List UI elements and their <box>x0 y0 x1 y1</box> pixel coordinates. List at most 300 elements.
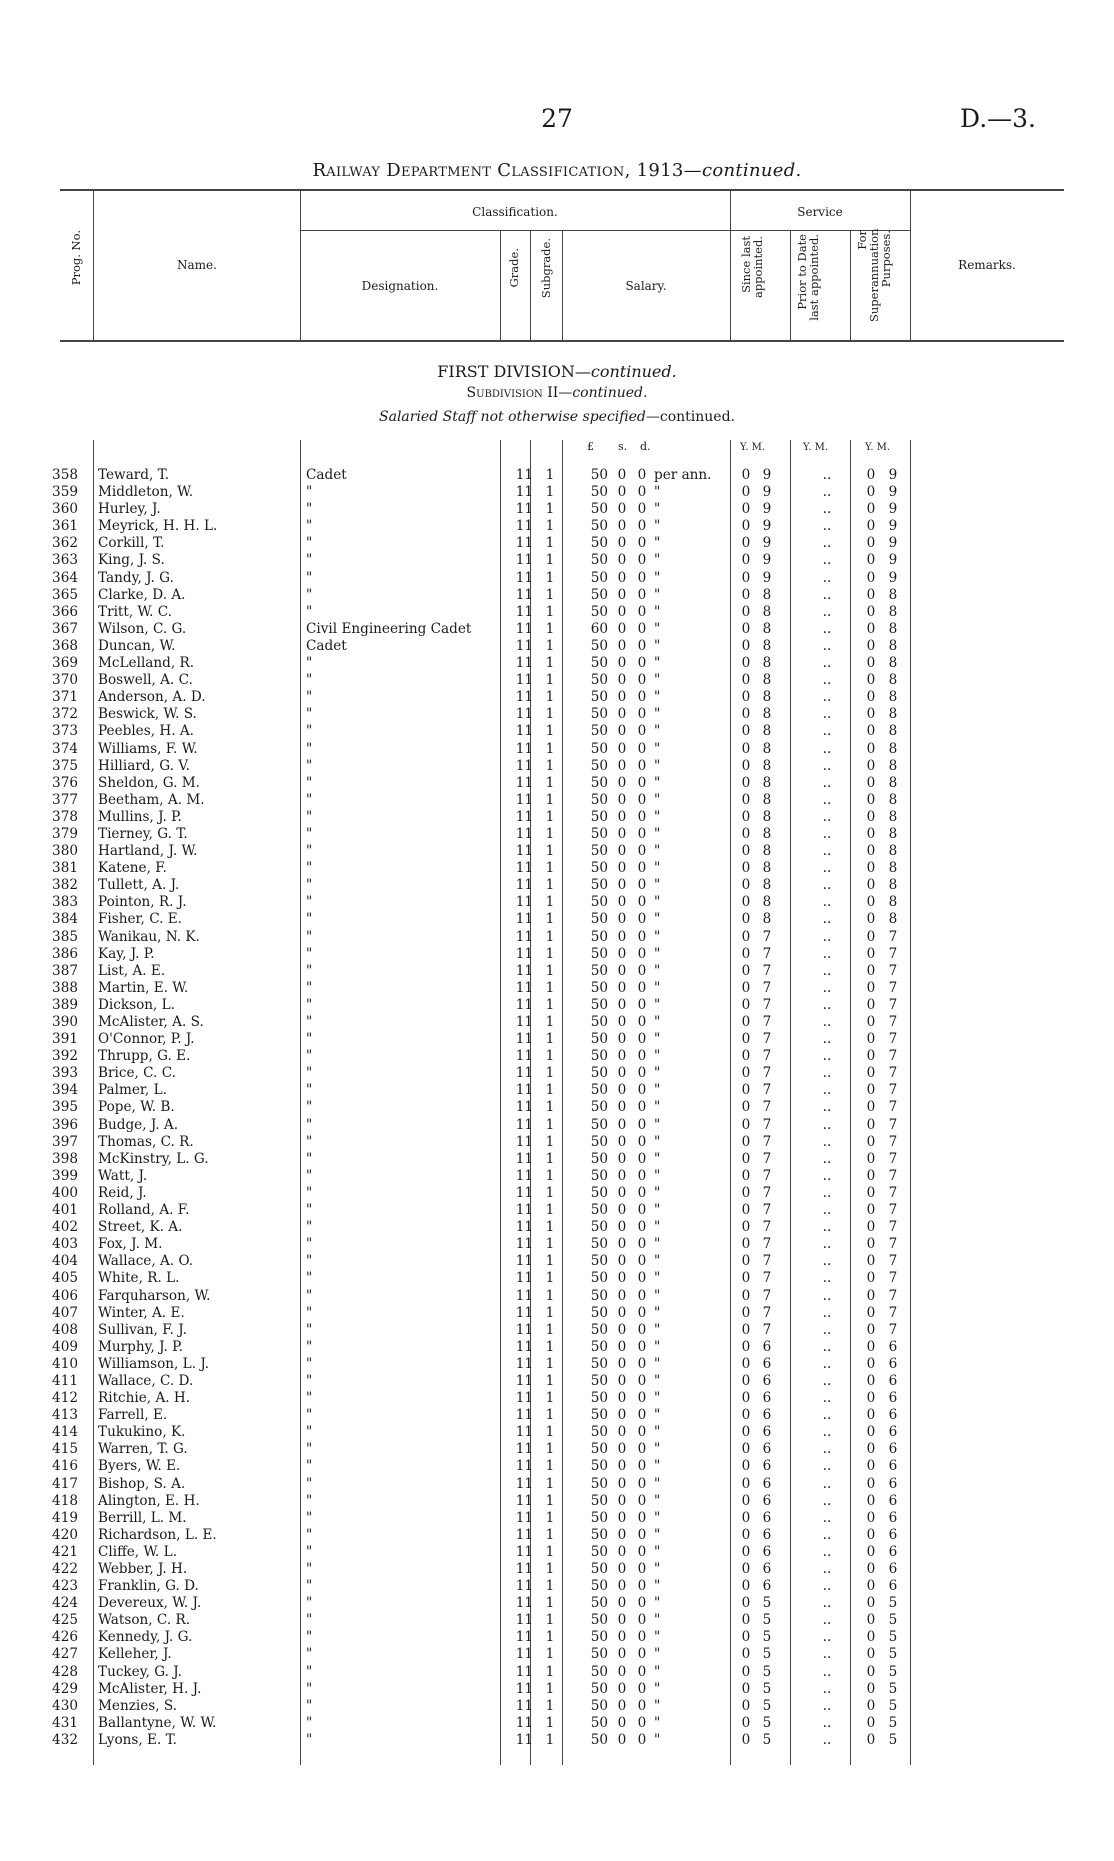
super-years-cell: 0 <box>866 1048 876 1065</box>
salary-period-cell: " <box>654 1390 661 1407</box>
grade-cell: 11 <box>515 911 533 928</box>
prog-no-cell: 422 <box>52 1561 78 1577</box>
salary-pounds-cell: 50 <box>590 1014 608 1030</box>
grade-cell: 11 <box>515 1509 533 1526</box>
since-last-years-cell: 0 <box>741 860 751 877</box>
table-row <box>50 1288 930 1305</box>
name-cell: Devereux, W. J. <box>98 1595 202 1612</box>
grade-cell: 11 <box>515 1338 533 1355</box>
prog-no-cell: 377 <box>52 791 78 808</box>
prior-service-cell: .. <box>822 911 832 928</box>
name-cell: Byers, W. E. <box>98 1458 181 1475</box>
super-years-cell: 0 <box>866 1612 876 1629</box>
prior-service-cell: .. <box>822 1492 832 1509</box>
salary-period-cell: " <box>654 808 661 825</box>
designation-cell: " <box>306 1372 313 1389</box>
grade-cell: 11 <box>515 1646 533 1663</box>
since-last-years-cell: 0 <box>741 996 751 1013</box>
since-last-years-cell: 0 <box>741 791 751 808</box>
salary-shillings-cell: 0 <box>617 962 627 979</box>
since-last-months-cell: 6 <box>762 1372 772 1389</box>
salary-period-cell: " <box>654 603 661 620</box>
salary-period-cell: " <box>654 1612 661 1629</box>
salary-pence-cell: 0 <box>637 1099 647 1116</box>
super-months-cell: 5 <box>888 1714 898 1731</box>
prog-no-cell: 371 <box>52 689 78 706</box>
table-row <box>50 1202 930 1219</box>
since-last-years-cell: 0 <box>741 1714 751 1731</box>
grade-cell: 11 <box>515 877 533 894</box>
table-row <box>50 809 930 826</box>
since-last-months-cell: 8 <box>762 706 772 723</box>
table-row <box>50 723 930 740</box>
subgrade-cell: 1 <box>545 1065 555 1082</box>
grade-cell: 11 <box>515 1253 533 1270</box>
grade-cell: 11 <box>515 1321 533 1338</box>
table-row <box>50 1664 930 1681</box>
salary-period-cell: " <box>654 1355 661 1372</box>
super-years-cell: 0 <box>866 1424 876 1441</box>
table-row <box>50 467 930 484</box>
salary-shillings-cell: 0 <box>617 740 627 757</box>
designation-cell: " <box>306 1509 313 1526</box>
super-months-cell: 8 <box>888 586 898 603</box>
prog-no-cell: 387 <box>52 962 78 979</box>
since-last-months-cell: 8 <box>762 843 772 860</box>
prog-no-cell: 362 <box>52 535 78 552</box>
super-years-cell: 0 <box>866 1253 876 1270</box>
prog-no-cell: 379 <box>52 825 78 842</box>
salary-pence-cell: 0 <box>637 791 647 808</box>
salary-pounds-cell: 50 <box>590 484 608 501</box>
since-last-years-cell: 0 <box>741 757 751 774</box>
name-cell: Williams, F. W. <box>98 740 198 757</box>
salary-period-cell: " <box>654 1321 661 1338</box>
name-cell: Beetham, A. M. <box>98 791 205 808</box>
name-cell: Kay, J. P. <box>98 945 155 962</box>
subgrade-cell: 1 <box>545 467 555 483</box>
salary-pounds-cell: 50 <box>590 603 608 620</box>
super-years-cell: 0 <box>866 928 876 945</box>
table-title-main: Railway Department Classification, 1913— <box>312 160 702 181</box>
since-last-years-cell: 0 <box>741 603 751 620</box>
name-cell: Katene, F. <box>98 860 167 877</box>
salary-period-cell: " <box>654 877 661 894</box>
name-cell: Hilliard, G. V. <box>98 757 190 774</box>
since-last-years-cell: 0 <box>741 501 751 518</box>
table-row <box>50 1014 930 1031</box>
subdivision-heading-suffix: continued. <box>572 385 648 401</box>
grade-cell: 11 <box>515 928 533 945</box>
name-cell: Hurley, J. <box>98 501 161 518</box>
salary-pence-cell: 0 <box>637 672 647 689</box>
grade-cell: 11 <box>515 1714 533 1731</box>
designation-cell: " <box>306 996 313 1013</box>
prior-service-cell: .. <box>822 484 832 501</box>
table-row <box>50 1732 930 1749</box>
salary-pounds-cell: 50 <box>590 706 608 723</box>
table-row <box>50 1117 930 1134</box>
since-last-years-cell: 0 <box>741 1680 751 1697</box>
name-cell: Menzies, S. <box>98 1697 178 1714</box>
salary-shillings-cell: 0 <box>617 1458 627 1475</box>
since-last-years-cell: 0 <box>741 1561 751 1577</box>
grade-cell: 11 <box>515 723 533 740</box>
subgrade-cell: 1 <box>545 894 555 911</box>
super-years-cell: 0 <box>866 467 876 483</box>
salary-shillings-cell: 0 <box>617 1543 627 1560</box>
salary-pounds-cell: 50 <box>590 894 608 911</box>
super-years-cell: 0 <box>866 484 876 501</box>
name-cell: Richardson, L. E. <box>98 1526 217 1543</box>
salary-pence-cell: 0 <box>637 552 647 569</box>
name-cell: Thomas, C. R. <box>98 1133 194 1150</box>
designation-cell: " <box>306 791 313 808</box>
salary-shillings-cell: 0 <box>617 1116 627 1133</box>
salary-shillings-cell: 0 <box>617 1133 627 1150</box>
super-months-cell: 8 <box>888 843 898 860</box>
salary-pence-cell: 0 <box>637 1116 647 1133</box>
subgrade-cell: 1 <box>545 586 555 603</box>
col-header-grade: Grade. <box>507 248 521 288</box>
since-last-months-cell: 7 <box>762 1202 772 1219</box>
since-last-months-cell: 8 <box>762 740 772 757</box>
super-months-cell: 7 <box>888 1048 898 1065</box>
name-cell: McAlister, A. S. <box>98 1014 204 1030</box>
prog-no-cell: 364 <box>52 569 78 586</box>
super-months-cell: 7 <box>888 1150 898 1167</box>
designation-cell: " <box>306 1048 313 1065</box>
since-last-months-cell: 6 <box>762 1561 772 1577</box>
salary-shillings-cell: 0 <box>617 1355 627 1372</box>
salary-pounds-cell: 50 <box>590 1424 608 1441</box>
designation-cell: " <box>306 1287 313 1304</box>
super-months-cell: 6 <box>888 1526 898 1543</box>
super-years-cell: 0 <box>866 877 876 894</box>
prior-service-cell: .. <box>822 1167 832 1184</box>
super-years-cell: 0 <box>866 791 876 808</box>
salary-shillings-cell: 0 <box>617 1372 627 1389</box>
salary-pence-cell: 0 <box>637 1065 647 1082</box>
subgrade-cell: 1 <box>545 1390 555 1407</box>
since-last-years-cell: 0 <box>741 1441 751 1458</box>
prog-no-cell: 393 <box>52 1065 78 1082</box>
salary-period-cell: " <box>654 996 661 1013</box>
salary-pounds-cell: 50 <box>590 911 608 928</box>
name-cell: Wallace, A. O. <box>98 1253 194 1270</box>
since-last-months-cell: 7 <box>762 1014 772 1030</box>
designation-cell: " <box>306 1184 313 1201</box>
since-last-years-cell: 0 <box>741 1150 751 1167</box>
salary-pounds-cell: 50 <box>590 1612 608 1629</box>
prior-service-cell: .. <box>822 808 832 825</box>
since-last-years-cell: 0 <box>741 655 751 672</box>
prog-no-cell: 414 <box>52 1424 78 1441</box>
salary-pence-cell: 0 <box>637 1390 647 1407</box>
since-last-months-cell: 6 <box>762 1338 772 1355</box>
grade-cell: 11 <box>515 1458 533 1475</box>
subgrade-cell: 1 <box>545 1014 555 1030</box>
col-header-prior-to-date: Prior to Date last appointed. <box>795 234 821 321</box>
since-last-months-cell: 8 <box>762 911 772 928</box>
super-months-cell: 9 <box>888 535 898 552</box>
grade-cell: 11 <box>515 1543 533 1560</box>
subgrade-cell: 1 <box>545 1475 555 1492</box>
since-last-years-cell: 0 <box>741 1031 751 1048</box>
salary-pence-cell: 0 <box>637 825 647 842</box>
since-last-years-cell: 0 <box>741 1065 751 1082</box>
col-header-remarks: Remarks. <box>958 258 1016 272</box>
super-years-cell: 0 <box>866 1458 876 1475</box>
salary-pounds-cell: 50 <box>590 1099 608 1116</box>
super-years-cell: 0 <box>866 962 876 979</box>
salary-shillings-cell: 0 <box>617 1099 627 1116</box>
since-last-years-cell: 0 <box>741 1458 751 1475</box>
super-months-cell: 9 <box>888 467 898 483</box>
salary-pounds-cell: 50 <box>590 1031 608 1048</box>
since-last-years-cell: 0 <box>741 1731 751 1748</box>
prog-no-cell: 426 <box>52 1629 78 1646</box>
salary-pence-cell: 0 <box>637 1236 647 1253</box>
salary-period-cell: " <box>654 1184 661 1201</box>
salary-shillings-cell: 0 <box>617 1578 627 1595</box>
super-years-cell: 0 <box>866 1065 876 1082</box>
since-last-years-cell: 0 <box>741 706 751 723</box>
designation-cell: " <box>306 1543 313 1560</box>
salary-pence-cell: 0 <box>637 467 647 483</box>
salary-pence-cell: 0 <box>637 757 647 774</box>
salary-pounds-cell: 50 <box>590 655 608 672</box>
subgrade-cell: 1 <box>545 484 555 501</box>
salary-pence-cell: 0 <box>637 501 647 518</box>
prior-service-cell: .. <box>822 518 832 535</box>
super-years-cell: 0 <box>866 672 876 689</box>
name-cell: Budge, J. A. <box>98 1116 179 1133</box>
subgrade-cell: 1 <box>545 1253 555 1270</box>
salary-pounds-cell: 50 <box>590 1048 608 1065</box>
prog-no-cell: 381 <box>52 860 78 877</box>
table-row <box>50 1339 930 1356</box>
subgrade-cell: 1 <box>545 1509 555 1526</box>
col-header-name: Name. <box>177 258 217 272</box>
salary-pounds-cell: 50 <box>590 774 608 791</box>
super-months-cell: 6 <box>888 1543 898 1560</box>
salary-shillings-cell: 0 <box>617 1253 627 1270</box>
table-row <box>50 689 930 706</box>
prior-service-cell: .. <box>822 1424 832 1441</box>
name-cell: McLelland, R. <box>98 655 195 672</box>
table-title <box>0 160 1114 181</box>
super-months-cell: 8 <box>888 723 898 740</box>
name-cell: Kelleher, J. <box>98 1646 172 1663</box>
salary-period-cell: " <box>654 1099 661 1116</box>
super-months-cell: 8 <box>888 877 898 894</box>
super-years-cell: 0 <box>866 535 876 552</box>
since-last-years-cell: 0 <box>741 1697 751 1714</box>
table-row <box>50 911 930 928</box>
grade-cell: 11 <box>515 1355 533 1372</box>
since-last-months-cell: 7 <box>762 1048 772 1065</box>
subgrade-cell: 1 <box>545 552 555 569</box>
prog-no-cell: 425 <box>52 1612 78 1629</box>
grade-cell: 11 <box>515 1304 533 1321</box>
grade-cell: 11 <box>515 1595 533 1612</box>
salary-pounds-cell: 50 <box>590 843 608 860</box>
since-last-months-cell: 5 <box>762 1731 772 1748</box>
subgrade-cell: 1 <box>545 1167 555 1184</box>
prior-service-cell: .. <box>822 689 832 706</box>
prog-no-cell: 411 <box>52 1372 78 1389</box>
super-months-cell: 6 <box>888 1509 898 1526</box>
since-last-years-cell: 0 <box>741 843 751 860</box>
salary-period-cell: " <box>654 962 661 979</box>
salary-shillings-cell: 0 <box>617 757 627 774</box>
subgrade-cell: 1 <box>545 637 555 654</box>
salary-shillings-cell: 0 <box>617 1731 627 1748</box>
salary-pounds-cell: 50 <box>590 1714 608 1731</box>
salary-pounds-cell: 50 <box>590 1082 608 1099</box>
table-row <box>50 535 930 552</box>
name-cell: McKinstry, L. G. <box>98 1150 209 1167</box>
prior-service-cell: .. <box>822 1458 832 1475</box>
unit-pound: £ <box>587 440 594 453</box>
salary-shillings-cell: 0 <box>617 1219 627 1236</box>
prog-no-cell: 359 <box>52 484 78 501</box>
designation-cell: " <box>306 945 313 962</box>
designation-cell: " <box>306 860 313 877</box>
since-last-years-cell: 0 <box>741 1612 751 1629</box>
prog-no-cell: 431 <box>52 1714 78 1731</box>
super-years-cell: 0 <box>866 1219 876 1236</box>
salary-pence-cell: 0 <box>637 1048 647 1065</box>
prior-service-cell: .. <box>822 706 832 723</box>
prior-service-cell: .. <box>822 1321 832 1338</box>
since-last-years-cell: 0 <box>741 1407 751 1424</box>
designation-cell: Civil Engineering Cadet <box>306 620 472 637</box>
prior-service-cell: .. <box>822 586 832 603</box>
prog-no-cell: 385 <box>52 928 78 945</box>
header-bottom-rule <box>60 340 1064 342</box>
prog-no-cell: 370 <box>52 672 78 689</box>
header-divider-7 <box>790 231 791 340</box>
designation-cell: " <box>306 655 313 672</box>
since-last-months-cell: 7 <box>762 1287 772 1304</box>
super-months-cell: 7 <box>888 996 898 1013</box>
salary-period-cell: " <box>654 1561 661 1577</box>
since-last-months-cell: 5 <box>762 1629 772 1646</box>
header-divider-3 <box>500 231 501 340</box>
prior-service-cell: .. <box>822 791 832 808</box>
salary-period-cell: " <box>654 1595 661 1612</box>
name-cell: McAlister, H. J. <box>98 1680 202 1697</box>
since-last-years-cell: 0 <box>741 1048 751 1065</box>
designation-cell: " <box>306 1082 313 1099</box>
salary-period-cell: " <box>654 1458 661 1475</box>
super-months-cell: 6 <box>888 1458 898 1475</box>
prior-service-cell: .. <box>822 1355 832 1372</box>
prior-service-cell: .. <box>822 672 832 689</box>
salary-pounds-cell: 50 <box>590 791 608 808</box>
since-last-years-cell: 0 <box>741 1236 751 1253</box>
salary-shillings-cell: 0 <box>617 637 627 654</box>
subgrade-cell: 1 <box>545 1424 555 1441</box>
salary-pence-cell: 0 <box>637 911 647 928</box>
salary-pence-cell: 0 <box>637 1646 647 1663</box>
designation-cell: " <box>306 1390 313 1407</box>
prog-no-cell: 378 <box>52 808 78 825</box>
table-row <box>50 741 930 758</box>
name-cell: Ballantyne, W. W. <box>98 1714 217 1731</box>
name-cell: Cliffe, W. L. <box>98 1543 178 1560</box>
staff-table-body <box>50 467 930 1749</box>
salary-shillings-cell: 0 <box>617 808 627 825</box>
prog-no-cell: 383 <box>52 894 78 911</box>
designation-cell: " <box>306 569 313 586</box>
super-months-cell: 6 <box>888 1407 898 1424</box>
subgrade-cell: 1 <box>545 928 555 945</box>
table-row <box>50 1715 930 1732</box>
salary-pounds-cell: 50 <box>590 1184 608 1201</box>
prog-no-cell: 398 <box>52 1150 78 1167</box>
salary-pence-cell: 0 <box>637 1612 647 1629</box>
super-months-cell: 9 <box>888 501 898 518</box>
designation-cell: " <box>306 1133 313 1150</box>
prog-no-cell: 392 <box>52 1048 78 1065</box>
salary-pence-cell: 0 <box>637 1202 647 1219</box>
salary-period-cell: " <box>654 1578 661 1595</box>
designation-cell: " <box>306 843 313 860</box>
salary-pounds-cell: 50 <box>590 1595 608 1612</box>
designation-cell: " <box>306 535 313 552</box>
designation-cell: " <box>306 1526 313 1543</box>
prog-no-cell: 358 <box>52 467 78 483</box>
super-months-cell: 8 <box>888 603 898 620</box>
super-months-cell: 9 <box>888 552 898 569</box>
name-cell: Sheldon, G. M. <box>98 774 200 791</box>
super-years-cell: 0 <box>866 1372 876 1389</box>
subgrade-cell: 1 <box>545 1612 555 1629</box>
table-row <box>50 1595 930 1612</box>
since-last-months-cell: 7 <box>762 1099 772 1116</box>
salary-pence-cell: 0 <box>637 1031 647 1048</box>
designation-cell: " <box>306 1578 313 1595</box>
designation-cell: " <box>306 894 313 911</box>
super-years-cell: 0 <box>866 1441 876 1458</box>
grade-cell: 11 <box>515 1133 533 1150</box>
salary-period-cell: " <box>654 1543 661 1560</box>
designation-cell: " <box>306 774 313 791</box>
since-last-months-cell: 6 <box>762 1407 772 1424</box>
super-months-cell: 7 <box>888 1253 898 1270</box>
super-years-cell: 0 <box>866 1492 876 1509</box>
subgrade-cell: 1 <box>545 774 555 791</box>
super-months-cell: 5 <box>888 1646 898 1663</box>
table-row <box>50 1646 930 1663</box>
since-last-months-cell: 7 <box>762 945 772 962</box>
salary-period-cell: " <box>654 1253 661 1270</box>
salary-pence-cell: 0 <box>637 1219 647 1236</box>
salary-pounds-cell: 50 <box>590 552 608 569</box>
salary-period-cell: " <box>654 1441 661 1458</box>
salary-period-cell: " <box>654 535 661 552</box>
prog-no-cell: 423 <box>52 1578 78 1595</box>
salary-period-cell: " <box>654 1202 661 1219</box>
subgrade-cell: 1 <box>545 569 555 586</box>
salary-period-cell: " <box>654 586 661 603</box>
super-months-cell: 8 <box>888 808 898 825</box>
table-row <box>50 775 930 792</box>
division-heading-suffix: continued. <box>590 362 677 381</box>
